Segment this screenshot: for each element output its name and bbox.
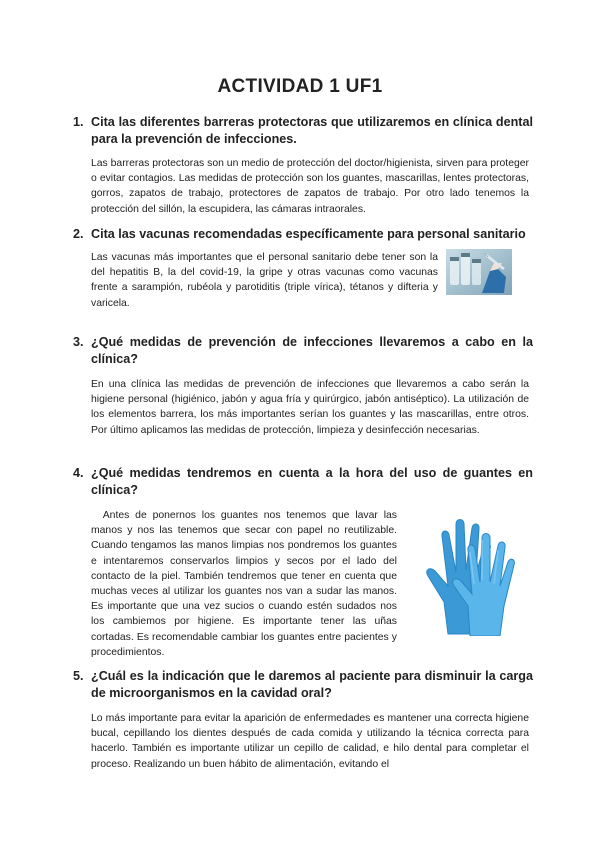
question-text: Cita las vacunas recomendadas específicamente para personal sanitario: [91, 227, 526, 241]
question-text: ¿Cuál es la indicación que le daremos al paciente para disminuir la carga de microorganismos en la cavidad oral?: [91, 669, 533, 700]
question-2: [73, 226, 533, 243]
vaccine-image: [446, 249, 512, 295]
question-text: ¿Qué medidas de prevención de infecciones llevaremos a cabo en la clínica?: [91, 335, 533, 366]
answer-2: Las vacunas más importantes que el personal sanitario debe tener son la del hepatitis B, la del covid-19, la gripe y otras vacunas como vacunas frente a sarampión, rubéola y parotiditis (triple vírica), tétanos y difteria y varicela.: [91, 252, 438, 309]
question-number: 4.: [73, 466, 84, 480]
question-1: [73, 114, 533, 148]
gloves-image: [418, 506, 522, 636]
question-3: [73, 334, 533, 368]
question-text: Cita las diferentes barreras protectoras que utilizaremos en clínica dental para la prevención de infecciones.: [91, 115, 533, 146]
answer-4: Antes de ponernos los guantes nos tenemos que lavar las manos y nos las tenemos que secar con papel no reutilizable. Cuando tengamos las manos limpias nos pondremos los guantes e intentaremos conservarlos limpios y secos por el lado del contacto de la piel. También tendremos que tener en cuenta que muchas veces al utilizar los guantes nos van a sudar las manos. Es importante que una vez sucios o cuando estén sudados nos los cambiemos por higiene. Es importante tener las uñas cortadas. Es recomendable cambiar los guantes entre pacientes y procedimientos.: [91, 510, 400, 658]
question-number: 5.: [73, 669, 84, 683]
answer-1: Las barreras protectoras son un medio de protección del doctor/higienista, sirven para proteger o evitar contagios. Las medidas de protección son los guantes, mascarillas, lentes protectoras, gorros, zapatos de trabajo, protectores de zapatos de trabajo. Por otro lado tenemos la protección del sillón, la escupidera, las cámaras intraorales.: [91, 158, 529, 215]
question-text: ¿Qué medidas tendremos en cuenta a la hora del uso de guantes en clínica?: [91, 466, 533, 497]
question-4: [73, 465, 533, 499]
question-number: 3.: [73, 335, 84, 349]
answer-3: En una clínica las medidas de prevención de infecciones que llevaremos a cabo serán la higiene personal (higiénico, jabón y agua fría y quirúrgico, jabón antiséptico). La utilización de los elementos barrera, los más importantes serían los guantes y las mascarillas, entre otros. Por último aplicamos las medidas de protección, limpieza y desinfección necesarias.: [91, 379, 529, 436]
question-5: [73, 668, 533, 702]
answer-5: Lo más importante para evitar la aparición de enfermedades es mantener una correcta higiene bucal, cepillando los dientes después de cada comida y utilizando la técnica correcta para hacerlo. También es importante utilizar un cepillo de calidad, e hilo dental para completar el proceso. Realizando un buen hábito de alimentación, evitando el: [91, 713, 529, 770]
question-number: 2.: [73, 227, 84, 241]
question-number: 1.: [73, 115, 84, 129]
page-title: ACTIVIDAD 1 UF1: [217, 76, 383, 97]
